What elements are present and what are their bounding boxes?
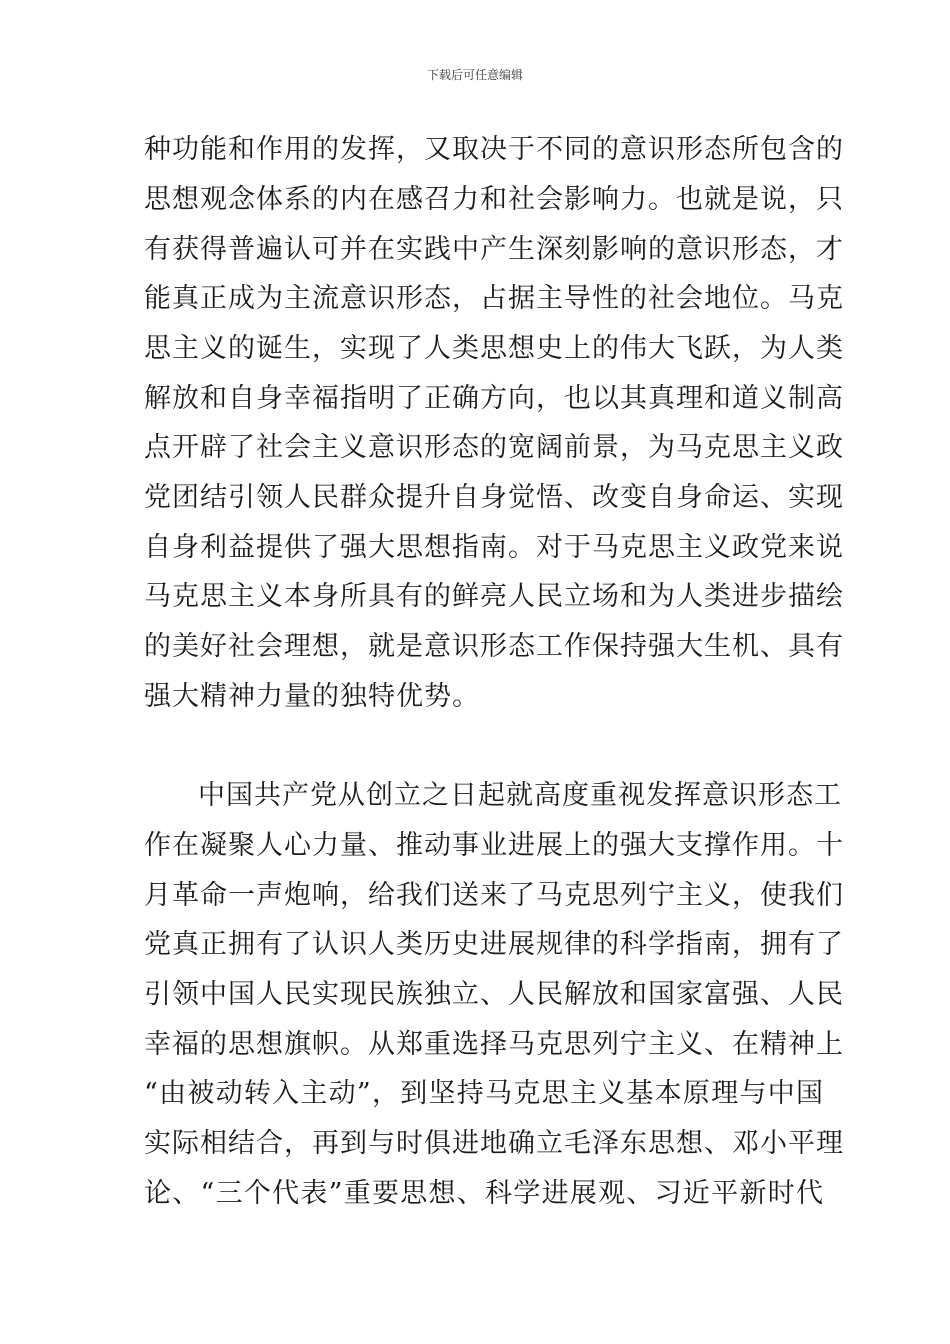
text-line: 思主义的诞生，实现了人类思想史上的伟大飞跃，为人类 — [144, 333, 844, 364]
text-line: 党真正拥有了认识人类历史进展规律的科学指南，拥有了 — [144, 929, 844, 960]
text-line: 引领中国人民实现民族独立、人民解放和国家富强、人民 — [144, 979, 844, 1010]
text-line: 思想观念体系的内在感召力和社会影响力。也就是说，只 — [144, 184, 844, 215]
text-line: “由被动转入主动”，到坚持马克思主义基本原理与中国 — [144, 1078, 824, 1109]
text-line: 马克思主义本身所具有的鲜亮人民立场和为人类进步描绘 — [144, 581, 844, 612]
text-line: 强大精神力量的独特优势。 — [144, 681, 480, 712]
text-line: 论、“三个代表”重要思想、科学进展观、习近平新时代 — [144, 1178, 824, 1209]
text-line: 中国共产党从创立之日起就高度重视发挥意识形态工 — [198, 780, 842, 811]
text-line: 幸福的思想旗帜。从郑重选择马克思列宁主义、在精神上 — [144, 1029, 844, 1060]
text-line: 点开辟了社会主义意识形态的宽阔前景，为马克思主义政 — [144, 432, 844, 463]
text-line: 实际相结合，再到与时俱进地确立毛泽东思想、邓小平理 — [144, 1128, 844, 1159]
text-line: 的美好社会理想，就是意识形态工作保持强大生机、具有 — [144, 631, 844, 662]
text-line: 种功能和作用的发挥，又取决于不同的意识形态所包含的 — [144, 134, 844, 165]
text-line: 自身利益提供了强大思想指南。对于马克思主义政党来说 — [144, 532, 844, 563]
text-line: 月革命一声炮响，给我们送来了马克思列宁主义，使我们 — [144, 880, 844, 911]
text-line: 党团结引领人民群众提升自身觉悟、改变自身命运、实现 — [144, 482, 844, 513]
text-line: 能真正成为主流意识形态，占据主导性的社会地位。马克 — [144, 283, 844, 314]
page-header: 下载后可任意编辑 — [426, 68, 523, 82]
text-line: 有获得普遍认可并在实践中产生深刻影响的意识形态，才 — [144, 234, 844, 265]
text-line: 解放和自身幸福指明了正确方向，也以其真理和道义制高 — [144, 383, 844, 414]
text-line: 作在凝聚人心力量、推动事业进展上的强大支撑作用。十 — [144, 830, 844, 861]
